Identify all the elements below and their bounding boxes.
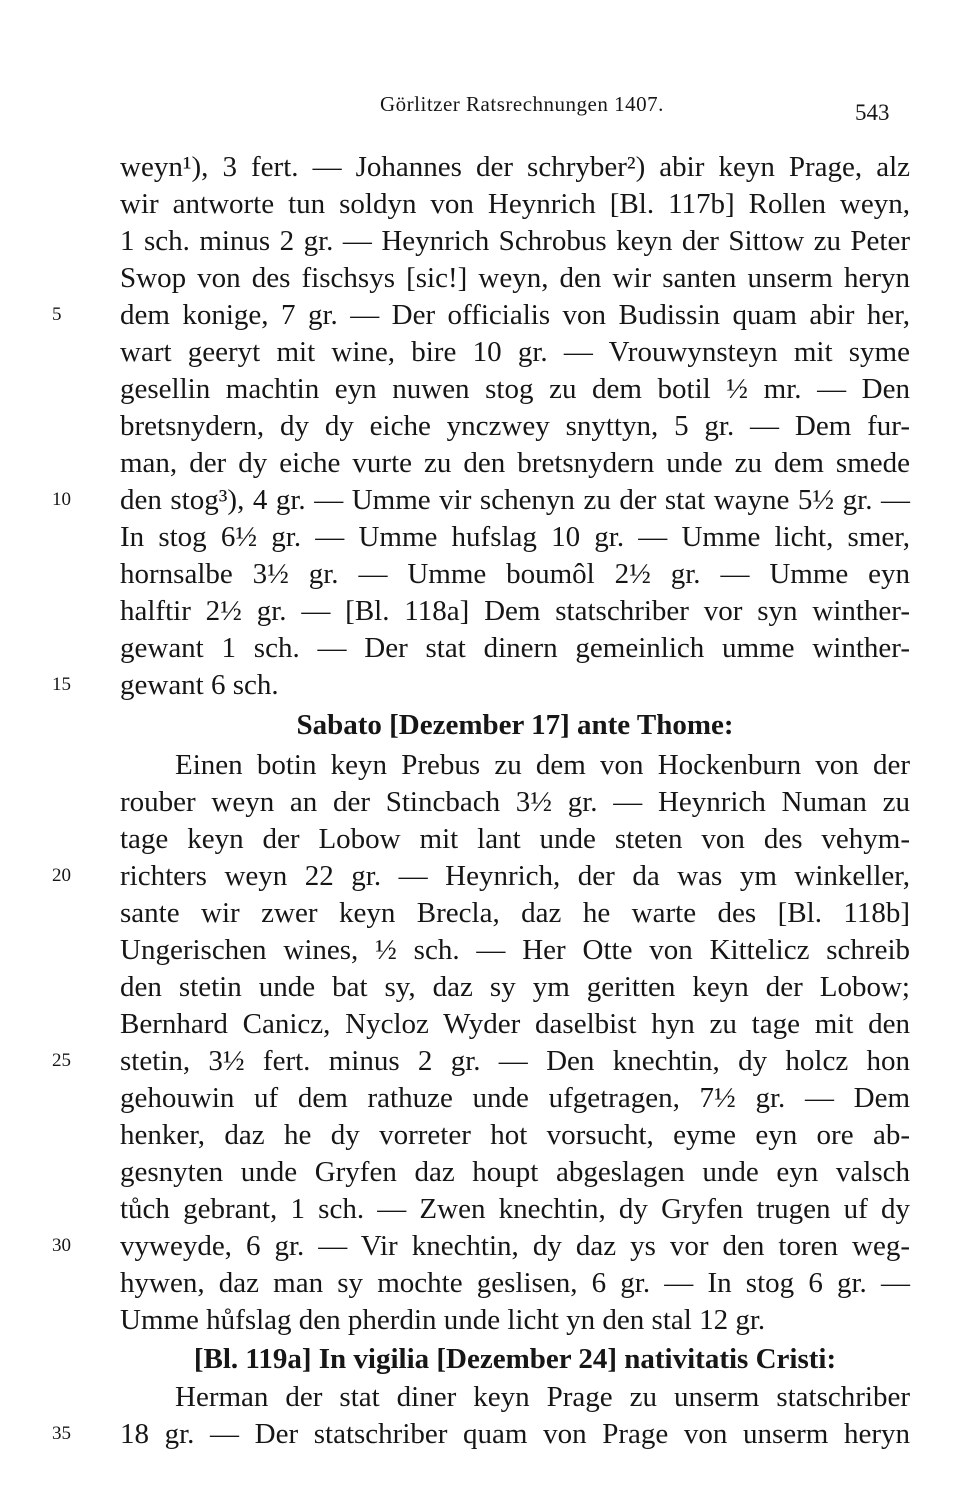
text-line: rouber weyn an der Stincbach 3½ gr. — Heynrich Numan zu — [120, 786, 910, 818]
text-line: sante wir zwer keyn Brecla, daz he warte des [Bl. 118b] — [120, 897, 910, 929]
text-line: vyweyde, 6 gr. — Vir knechtin, dy daz ys vor den toren weg- — [120, 1230, 910, 1262]
text-line: weyn¹), 3 fert. — Johannes der schryber²) abir keyn Prage, alz — [120, 151, 910, 183]
text-line: stetin, 3½ fert. minus 2 gr. — Den knechtin, dy holcz hon — [120, 1045, 910, 1077]
text-line: wart geeryt mit wine, bire 10 gr. — Vrouwynsteyn mit syme — [120, 336, 910, 368]
text-line: den stetin unde bat sy, daz sy ym geritten keyn der Lobow; — [120, 971, 910, 1003]
line-number: 35 — [52, 1423, 71, 1444]
text-line: hywen, daz man sy mochte geslisen, 6 gr. — In stog 6 gr. — — [120, 1267, 910, 1299]
line-number: 20 — [52, 865, 71, 886]
text-line: wir antworte tun soldyn von Heynrich [Bl. 117b] Rollen weyn, — [120, 188, 910, 220]
line-number: 10 — [52, 489, 71, 510]
running-head: Görlitzer Ratsrechnungen 1407. — [380, 92, 664, 116]
text-line: Umme hůfslag den pherdin unde licht yn den stal 12 gr. — [120, 1304, 766, 1336]
text-line: hornsalbe 3½ gr. — Umme boumôl 2½ gr. — Umme eyn — [120, 558, 910, 590]
text-line: Swop von des fischsys [sic!] weyn, den wir santen unserm heryn — [120, 262, 910, 294]
section-heading: [Bl. 119a] In vigilia [Dezember 24] nativitatis Cristi: — [193, 1343, 837, 1375]
text-line: Herman der stat diner keyn Prage zu unserm statschriber — [175, 1381, 910, 1413]
text-line: halftir 2½ gr. — [Bl. 118a] Dem statschriber vor syn winther- — [120, 595, 910, 627]
text-line: bretsnydern, dy dy eiche ynczwey snyttyn, 5 gr. — Dem fur- — [120, 410, 910, 442]
line-number: 15 — [52, 674, 71, 695]
text-line: man, der dy eiche vurte zu den bretsnydern unde zu dem smede — [120, 447, 910, 479]
text-line: gehouwin uf dem rathuze unde ufgetragen, 7½ gr. — Dem — [120, 1082, 910, 1114]
text-line: Bernhard Canicz, Nycloz Wyder daselbist hyn zu tage mit den — [120, 1008, 910, 1040]
line-number: 25 — [52, 1050, 71, 1071]
text-line: 18 gr. — Der statschriber quam von Prage von unserm heryn — [120, 1418, 910, 1450]
text-line: 1 sch. minus 2 gr. — Heynrich Schrobus keyn der Sittow zu Peter — [120, 225, 910, 257]
page-number: 543 — [855, 100, 890, 125]
text-line: henker, daz he dy vorreter hot vorsucht, eyme eyn ore ab- — [120, 1119, 910, 1151]
text-line: dem konige, 7 gr. — Der officialis von Budissin quam abir her, — [120, 299, 910, 331]
text-line: tage keyn der Lobow mit lant unde steten von des vehym- — [120, 823, 910, 855]
text-line: tůch gebrant, 1 sch. — Zwen knechtin, dy Gryfen trugen uf dy — [120, 1193, 910, 1225]
text-line: gesnyten unde Gryfen daz houpt abgeslagen unde eyn valsch — [120, 1156, 910, 1188]
text-line: gewant 1 sch. — Der stat dinern gemeinlich umme winther- — [120, 632, 910, 664]
text-line: Einen botin keyn Prebus zu dem von Hockenburn von der — [175, 749, 910, 781]
text-line: gewant 6 sch. — [120, 669, 279, 701]
line-number: 30 — [52, 1235, 71, 1256]
section-heading: Sabato [Dezember 17] ante Thome: — [296, 709, 734, 741]
line-number: 5 — [52, 304, 62, 325]
text-line: In stog 6½ gr. — Umme hufslag 10 gr. — Umme licht, smer, — [120, 521, 910, 553]
text-line: den stog³), 4 gr. — Umme vir schenyn zu der stat wayne 5½ gr. — — [120, 484, 910, 516]
text-line: Ungerischen wines, ½ sch. — Her Otte von Kittelicz schreib — [120, 934, 910, 966]
text-line: gesellin machtin eyn nuwen stog zu dem botil ½ mr. — Den — [120, 373, 910, 405]
text-line: richters weyn 22 gr. — Heynrich, der da was ym winkeller, — [120, 860, 910, 892]
